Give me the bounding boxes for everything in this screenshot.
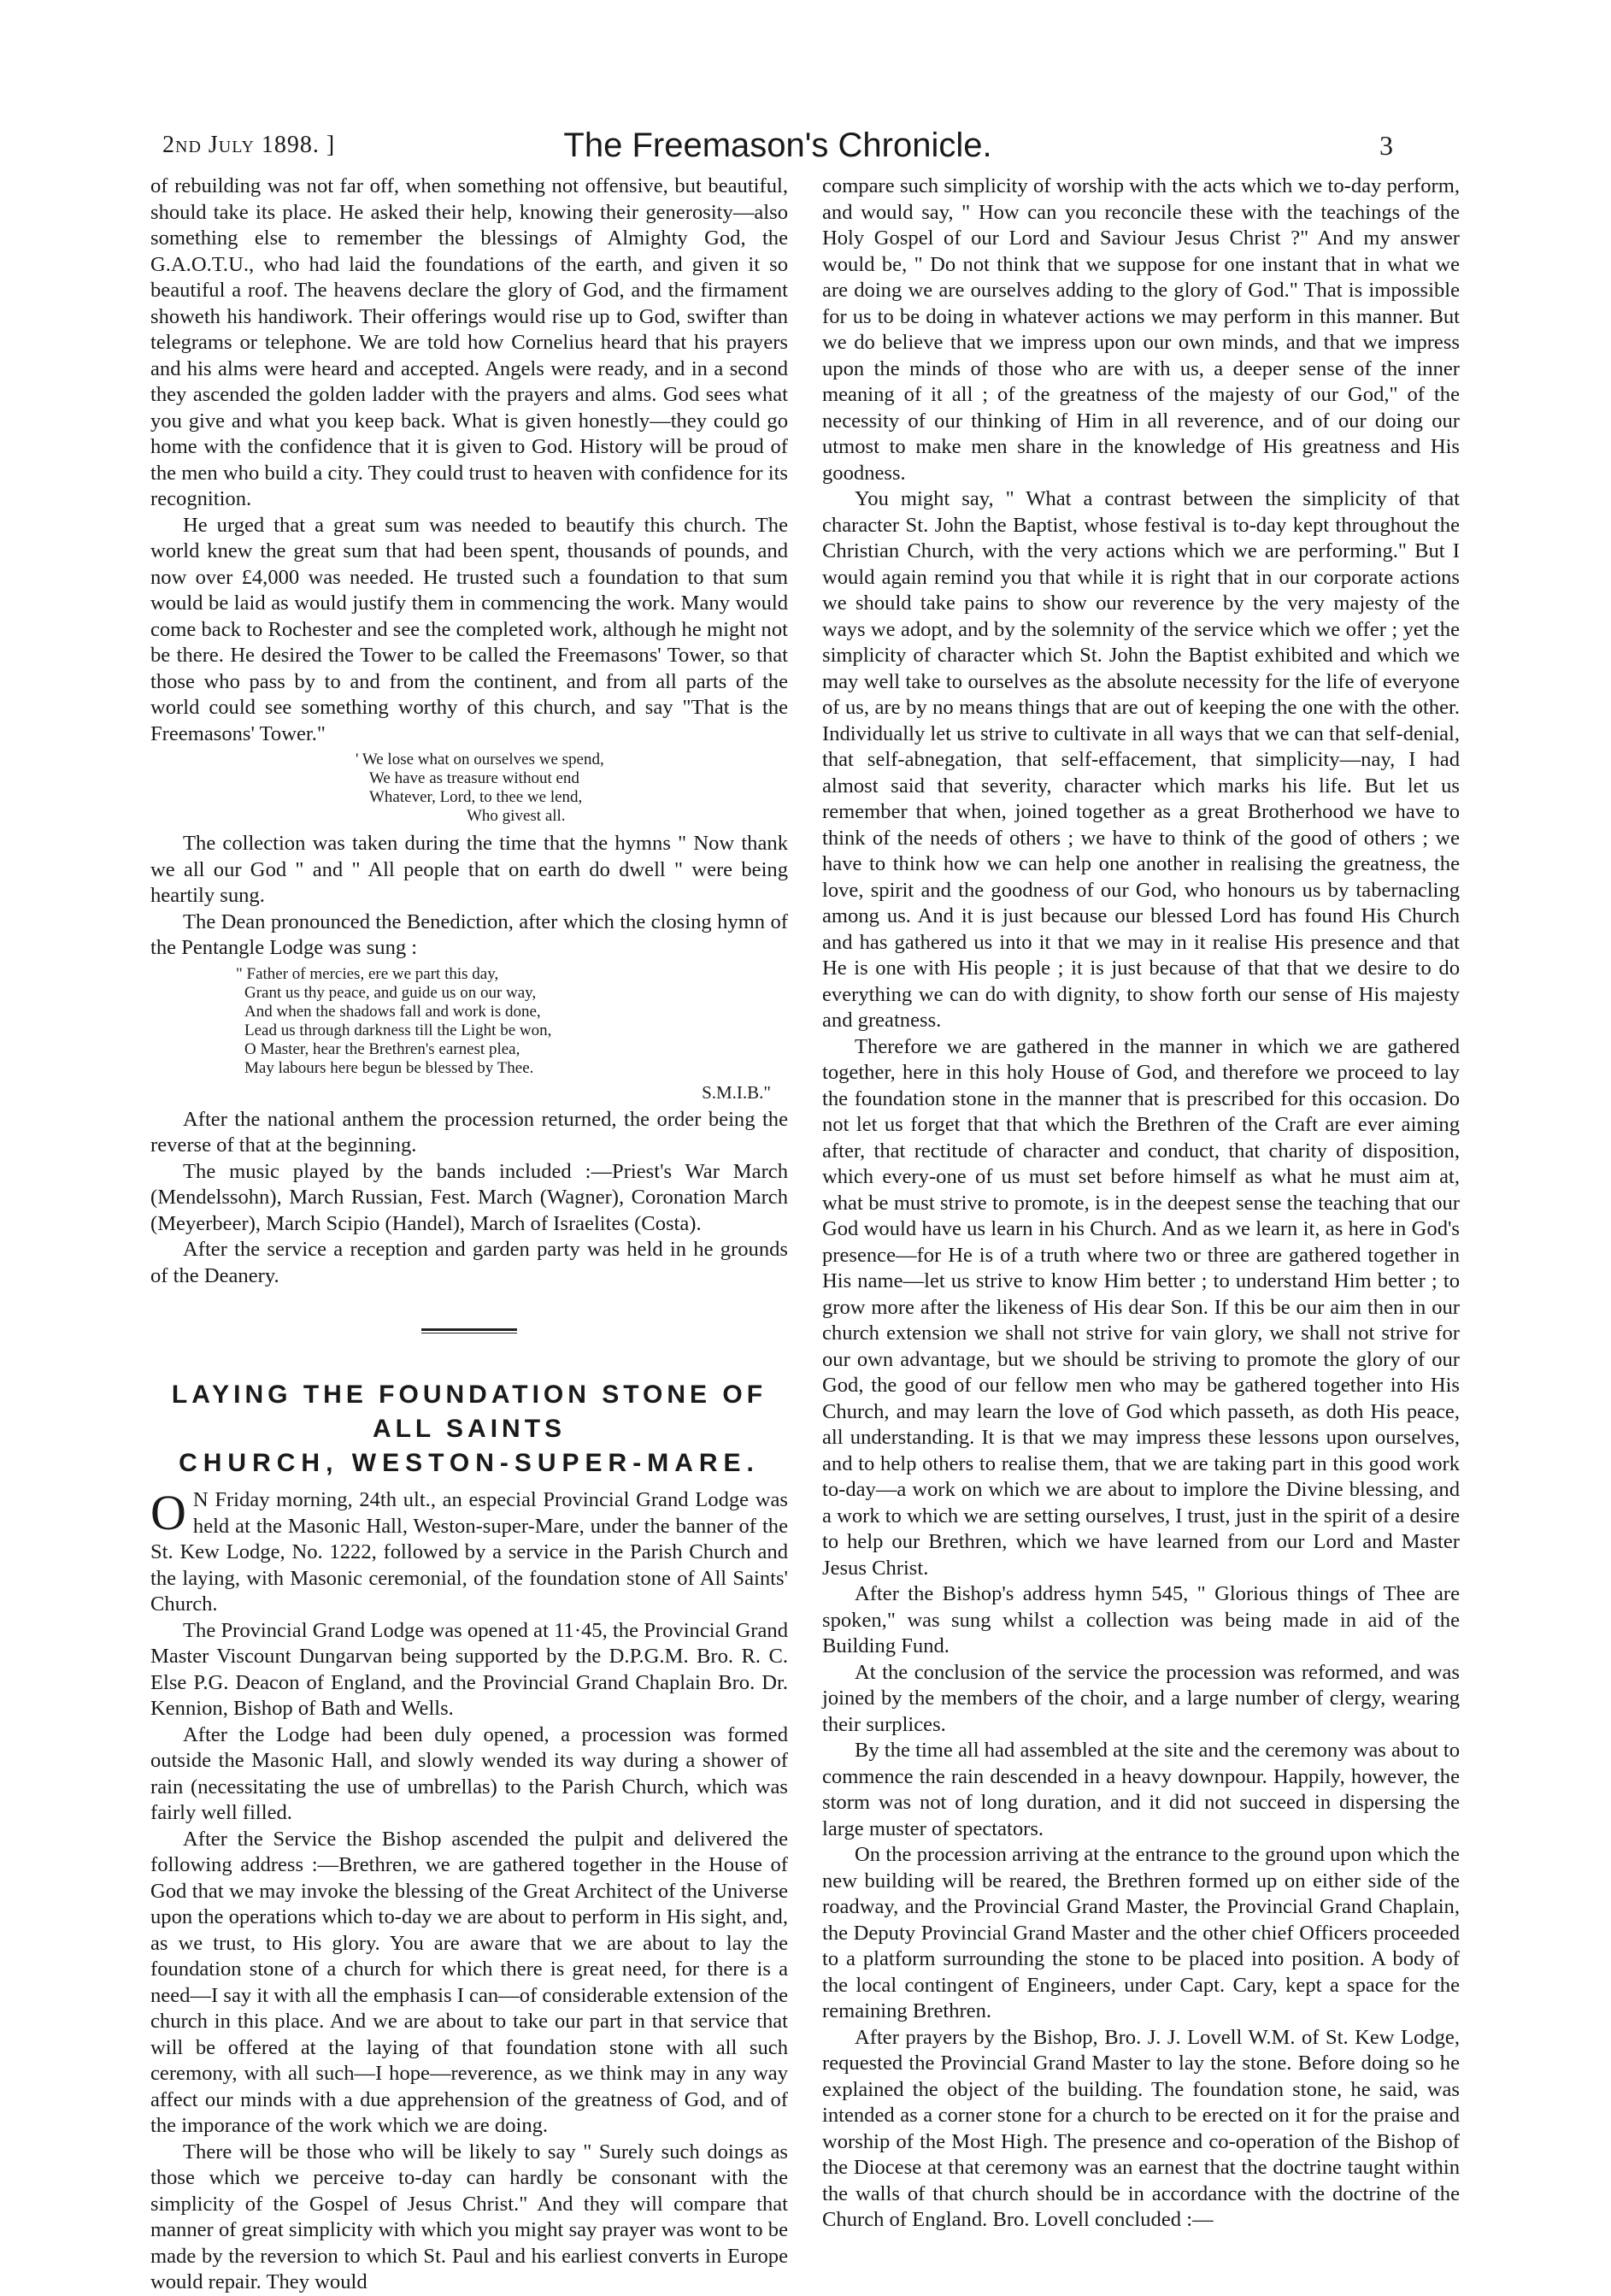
masthead-title: The Freemason's Chronicle. — [563, 127, 992, 164]
verse-line: Whatever, Lord, to thee we lend, — [369, 788, 583, 806]
verse-line: Grant us thy peace, and guide us on our way, — [244, 983, 537, 1002]
paragraph: After the Lodge had been duly opened, a procession was formed outside the Masonic Hall, and slowly wended its way during a shower of rain (necessitating the use of umbrellas) to the Parish Church, which was fairly well filled. — [150, 1722, 788, 1824]
verse-line: O Master, hear the Brethren's earnest plea, — [244, 1039, 520, 1058]
verse-line: " Father of mercies, ere we part this day, — [236, 964, 499, 983]
hymn-quote — [236, 965, 788, 1078]
page-number: 3 — [1379, 130, 1393, 161]
verse-line: Lead us through darkness till the Light be won, — [244, 1021, 552, 1039]
paragraph: The Dean pronounced the Benediction, after which the closing hymn of the Pentangle Lodge was sung : — [150, 910, 788, 959]
verse-line: ' We lose what on ourselves we spend, — [356, 751, 604, 768]
article-lead-paragraph — [150, 1487, 788, 1618]
paragraph: After prayers by the Bishop, Bro. J. J. Lovell W.M. of St. Kew Lodge, requested the Provincial Grand Master to lay the stone. Before doing so he explained the object of the building. The foundation stone, he said, was intended as a corner stone for a church to be erected on it for the praise and worship of the Most High. The presence and co-operation of the Bishop of the Diocese at that ceremony was an earnest that the doctrine taught within the walls of that church should be in accordance with the doctrine of the Church of England. Bro. Lovell concluded :— — [822, 2025, 1460, 2231]
drop-cap: O — [150, 1485, 186, 1540]
article-heading-continued: CHURCH, WESTON-SUPER-MARE. — [179, 1449, 760, 1477]
page-header — [154, 127, 1402, 169]
verse-line: May labours here begun be blessed by Thee. — [244, 1058, 534, 1077]
paragraph: The collection was taken during the time that the hymns " Now thank we all our God " and " All people that on earth do dwell " were being heartily sung. — [150, 832, 788, 907]
right-column — [822, 174, 1460, 2234]
paragraph: After the Service the Bishop ascended the pulpit and delivered the following address :—Brethren, we are gathered together in the House of God that we may invoke the blessing of the Great Architect of the Universe upon the operations which to-day we are about to perform in His sight, and, as we trust, to His glory. You are aware that we are about to lay the foundation stone of a church for which there is great need, for there is a need—I say it with all the emphasis I can—of considerable extension of the church in this place. And we are about to take our part in that service that will be offered at the laying of that foundation stone with all such ceremony, with all such—I hope—reverence, as we think may in any way affect our minds with a due apprehension of the greatness of God, and of the imporance of the work which we are doing. — [150, 1827, 788, 2137]
paragraph: The music played by the bands included :—Priest's War March (Mendelssohn), March Russian, Fest. March (Wagner), Coronation March (Meyerbeer), March Scipio (Handel), March of Israelites (Costa). — [150, 1159, 788, 1235]
lead-text: N Friday morning, 24th ult., an especial Provincial Grand Lodge was held at the Masonic Hall, Weston-super-Mare, under the banner of the St. Kew Lodge, No. 1222, followed by a service in the Parish Church and the laying, with Masonic ceremonial, of the foundation stone of All Saints' Church. — [150, 1488, 788, 1616]
paragraph: By the time all had assembled at the site and the ceremony was about to commence the rain descended in a heavy downpour. Happily, however, the storm was not of long duration, and it did not succeed in dispersing the large muster of spectators. — [822, 1739, 1460, 1840]
verse-quote — [356, 751, 788, 826]
paragraph: of rebuilding was not far off, when something not offensive, but beautiful, should take its place. He asked their help, knowing their generosity—also something else to remember the blessings of Almighty God, the G.A.O.T.U., who had laid the foundations of the earth, and given it so beautiful a roof. The heavens declare the glory of God, and the firmament showeth his handiwork. Their offerings would rise up to God, swifter than telegrams or telephone. We are told how Cornelius heard that his prayers and his alms were heard and accepted. Angels were ready, and in a second they ascended the golden ladder with the prayers and alms. God sees what you give and what you keep back. What is given honestly—they could go home with the confidence that it is given to God. History will be proud of the men who build a city. They could trust to heaven with confidence for its recognition. — [150, 174, 788, 510]
paragraph: The Provincial Grand Lodge was opened at 11·45, the Provincial Grand Master Viscount Dungarvan being supported by the D.P.G.M. Bro. R. C. Else P.G. Deacon of England, and the Provincial Grand Chaplain Bro. Dr. Kennion, Bishop of Bath and Wells. — [150, 1618, 788, 1720]
verse-line: And when the shadows fall and work is done, — [244, 1002, 541, 1021]
section-divider — [421, 1328, 517, 1333]
paragraph: At the conclusion of the service the procession was reformed, and was joined by the members of the choir, and a large number of clergy, wearing their surplices. — [822, 1660, 1460, 1736]
left-column — [150, 174, 788, 2296]
paragraph: There will be those who will be likely to say " Surely such doings as those which we perceive to-day can hardly be consonant with the simplicity of the Gospel of Jesus Christ." And they will compare that manner of great simplicity with which you might say prayer was wont to be made by the reversion to which St. Paul and his earliest converts in Europe would repair. They would — [150, 2140, 788, 2293]
paragraph: After the Bishop's address hymn 545, " Glorious things of Thee are spoken," was sung whilst a collection was being made in aid of the Building Fund. — [822, 1582, 1460, 1657]
paragraph: On the procession arriving at the entrance to the ground upon which the new building will be reared, the Brethren formed up on either side of the roadway, and the Provincial Grand Master, the Provincial Grand Chaplain, the Deputy Provincial Grand Master and the other chief Officers proceeded to a platform surrounding the stone to be placed into position. A body of the local contingent of Engineers, under Capt. Cary, kept a space for the remaining Brethren. — [822, 1843, 1460, 2022]
verse-line: Who givest all. — [467, 807, 566, 825]
paragraph: After the service a reception and garden party was held in he grounds of the Deanery. — [150, 1238, 788, 1287]
paragraph: Therefore we are gathered in the manner in which we are gathered together, here in this holy House of God, and therefore we proceed to lay the foundation stone in the manner that is prescribed for this occasion. Do not let us forget that that which the Brethren of the Craft are ever aiming after, that rectitude of character and conduct, that charity of disposition, which every-one of us must set before himself as what he must aim at, what be must strive to promote, is in the deepest sense the teaching that our God would have us learn in his Church. And as we learn it, as here in God's presence—for He is of a truth where two or three are gathered together in His name—let us strive to know Him better ; to understand Him better ; to grow more after the likeness of His dear Son. If this be our aim then in our church extension we shall not strive for vain glory, we shall not strive for our own advantage, but we should be striving to promote the glory of our God, the good of our fellow men who may be gathered together into His Church, and may learn the love of God which passeth, as doth His peace, all understanding. It is that we may impress these lessons upon ourselves, and to help others to realise them, that we are taking part in this good work to-day—a work on which we are about to implore the Divine blessing, and a work to which we are setting ourselves, I trust, just in the spirit of a desire to help our Brethren, which we have learned from our Lord and Master Jesus Christ. — [822, 1034, 1460, 1580]
signature: S.M.I.B." — [702, 1081, 771, 1103]
article-heading: LAYING THE FOUNDATION STONE OF ALL SAINTS — [171, 1381, 767, 1443]
paragraph: You might say, " What a contrast between the simplicity of that character St. John the Baptist, whose festival is to-day kept throughout the Christian Church, with the very actions which we are performing." But I would again remind you that while it is right that in our corporate actions we should take pains to show our reverence by the very majesty of the ways we adopt, and by the solemnity of the service which we offer ; yet the simplicity of character which St. John the Baptist exhibited and which we may well take to ourselves as the absolute necessity for the life of everyone of us, are by no means things that are out of keeping the one with the other. Individually let us strive to cultivate in all ways that we can that self-denial, that self-abnegation, that self-effacement, that simplicity—nay, I had almost said that severity, character which marks his life. But let us remember that when, joined together as a great Brotherhood we have to think of the needs of others ; we have to think of the good of others ; we have to think how we can help one another in realising the greatness, the love, spirit and the goodness of our God, who honours us by tabernacling among us. And it is just because our blessed Lord has found His Church and has gathered us into it that we may in it realise His presence and that He is one with His people ; it is just because of that that we desire to do everything we can do with dignity, to show forth our sense of His majesty and greatness. — [822, 487, 1460, 1032]
paragraph: He urged that a great sum was needed to beautify this church. The world knew the great sum that had been spent, thousands of pounds, and now over £4,000 was needed. He trusted such a foundation to that sum would be laid as would justify them in commencing the work. Many would come back to Rochester and see the completed work, although he might not be there. He desired the Tower to be called the Freemasons' Tower, so that those who pass by to and from the continent, and from all parts of the world could see something worthy of this church, and say "That is the Freemasons' Tower." — [150, 513, 788, 745]
issue-date: 2nd July 1898. ] — [162, 132, 336, 158]
paragraph: compare such simplicity of worship with the acts which we to-day perform, and would say, " How can you reconcile these with the teachings of the Holy Gospel of our Lord and Saviour Jesus Christ ?" And my answer would be, " Do not think that we suppose for one instant that in what we are doing we are ourselves adding to the glory of God." That is impossible for us to be doing in whatever actions we may perform in this manner. But we do believe that we impress upon our own minds, and that we impress upon the minds of those who are with us, a deeper sense of the inner meaning of it all ; of the greatness of the majesty of our God," of the necessity of our thinking of Him in all reverence, and of our doing our utmost to make men share in the knowledge of His greatness and His goodness. — [822, 174, 1460, 485]
paragraph: After the national anthem the procession returned, the order being the reverse of that at the beginning. — [150, 1107, 788, 1157]
verse-line: We have as treasure without end — [369, 769, 579, 787]
